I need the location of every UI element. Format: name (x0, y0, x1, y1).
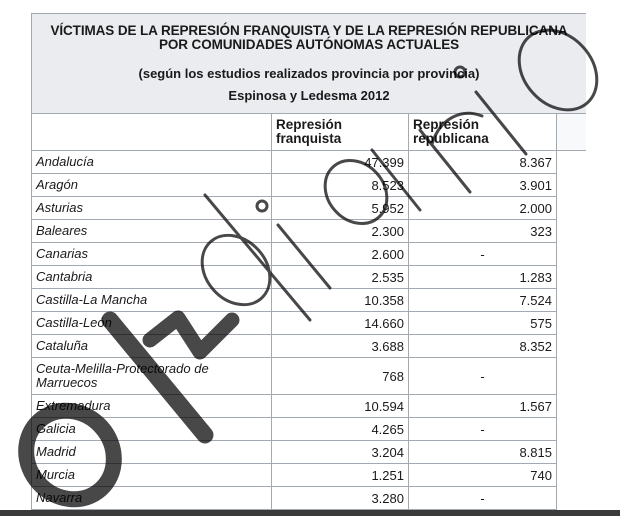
table-row (32, 243, 587, 266)
table-row (32, 335, 587, 358)
cell-franquista: 1.251 (272, 464, 409, 487)
header-republicana[interactable] (409, 114, 557, 151)
cell-republicana: 2.000 (409, 197, 557, 220)
table-caption (32, 14, 587, 114)
table-row (32, 487, 587, 510)
table-row (32, 220, 587, 243)
header-franquista-line1: Represión (276, 117, 343, 132)
cell-republicana: 8.352 (409, 335, 557, 358)
cell-franquista: 14.660 (272, 312, 409, 335)
cell-region: Asturias (32, 197, 272, 220)
table-row (32, 464, 587, 487)
cell-franquista: 47.399 (272, 151, 409, 174)
cell-republicana: 8.815 (409, 441, 557, 464)
table-row (32, 266, 587, 289)
cell-republicana: 3.901 (409, 174, 557, 197)
cell-franquista: 8.523 (272, 174, 409, 197)
table-subtitle: (según los estudios realizados provincia por provincia) (138, 66, 480, 81)
cell-region: Baleares (32, 220, 272, 243)
cell-region: Galicia (32, 418, 272, 441)
header-row (32, 114, 587, 151)
cell-region: Canarias (32, 243, 272, 266)
table-title-line2: POR COMUNIDADES AUTÓNOMAS ACTUALES (158, 37, 460, 52)
header-franquista[interactable] (272, 114, 409, 151)
cell-franquista: 4.265 (272, 418, 409, 441)
table-title (38, 24, 580, 52)
table-row (32, 197, 587, 220)
header-republicana-line1: Represión (413, 117, 480, 132)
cell-republicana: 8.367 (409, 151, 557, 174)
table-row (32, 441, 587, 464)
table-row (32, 312, 587, 335)
cell-region: Ceuta-Melilla-Protectorado de Marruecos (32, 358, 272, 395)
header-franquista-line2: franquista (276, 131, 342, 146)
cell-region: Extremadura (32, 395, 272, 418)
table-filler-column (557, 114, 587, 151)
table-row (32, 358, 587, 395)
bottom-bar (0, 510, 620, 516)
table-row (32, 151, 587, 174)
cell-franquista: 2.600 (272, 243, 409, 266)
table-row (32, 174, 587, 197)
cell-region: Castilla-León (32, 312, 272, 335)
cell-republicana: - (409, 418, 557, 441)
cell-franquista: 10.594 (272, 395, 409, 418)
cell-franquista: 3.280 (272, 487, 409, 510)
cell-republicana: - (409, 487, 557, 510)
cell-republicana: 7.524 (409, 289, 557, 312)
cell-region: Cantabria (32, 266, 272, 289)
cell-republicana: 575 (409, 312, 557, 335)
cell-franquista: 768 (272, 358, 409, 395)
cell-region: Castilla-La Mancha (32, 289, 272, 312)
table-source: Espinosa y Ledesma 2012 (228, 88, 390, 103)
cell-region: Navarra (32, 487, 272, 510)
cell-republicana: - (409, 243, 557, 266)
cell-franquista: 3.688 (272, 335, 409, 358)
table-frame (31, 13, 586, 516)
table-row (32, 395, 587, 418)
victims-table (31, 13, 586, 510)
cell-region: Murcia (32, 464, 272, 487)
cell-region: Andalucía (32, 151, 272, 174)
cell-region: Cataluña (32, 335, 272, 358)
cell-republicana: 1.283 (409, 266, 557, 289)
header-republicana-line2: republicana (413, 131, 489, 146)
header-region (32, 114, 272, 151)
cell-republicana: - (409, 358, 557, 395)
cell-franquista: 2.535 (272, 266, 409, 289)
cell-republicana: 323 (409, 220, 557, 243)
cell-franquista: 5.952 (272, 197, 409, 220)
table-body (32, 151, 587, 510)
table-row (32, 289, 587, 312)
cell-region: Aragón (32, 174, 272, 197)
cell-franquista: 10.358 (272, 289, 409, 312)
cell-region: Madrid (32, 441, 272, 464)
cell-franquista: 2.300 (272, 220, 409, 243)
table-title-line1: VÍCTIMAS DE LA REPRESIÓN FRANQUISTA Y DE LA REPRESIÓN REPUBLICANA (50, 23, 568, 38)
cell-republicana: 740 (409, 464, 557, 487)
table-row (32, 418, 587, 441)
cell-republicana: 1.567 (409, 395, 557, 418)
cell-franquista: 3.204 (272, 441, 409, 464)
